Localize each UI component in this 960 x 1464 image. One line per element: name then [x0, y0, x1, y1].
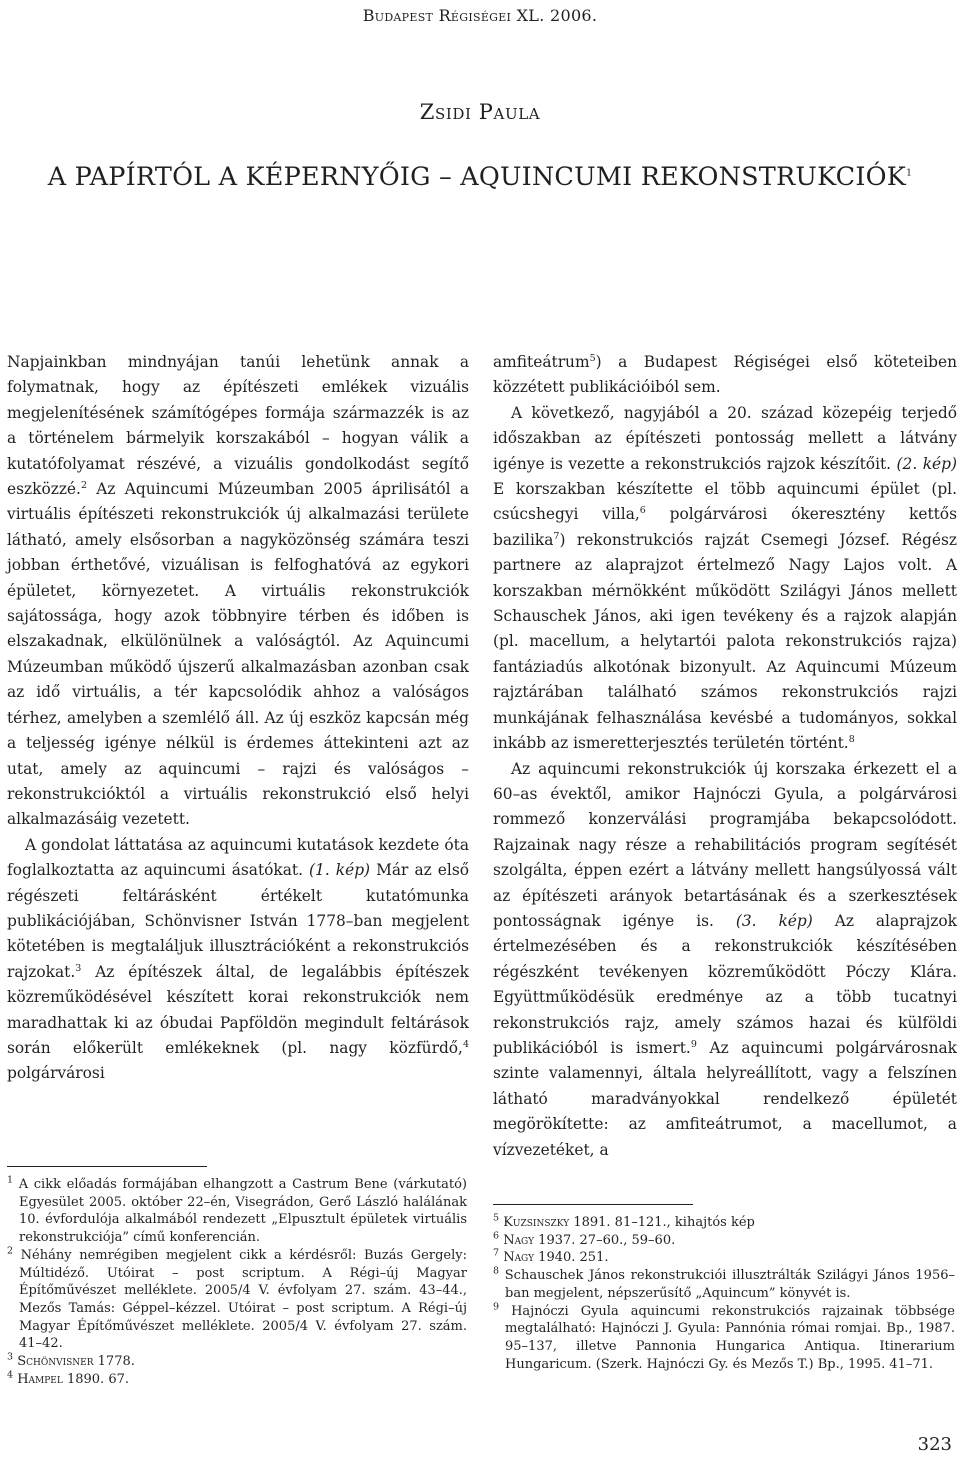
footnote [493, 1267, 955, 1302]
footnote-ref: 3 [75, 962, 82, 974]
footnote-text: 1940. 251. [534, 1250, 609, 1266]
footnote-text: Néhány nemrégiben megjelent cikk a kérdésről: Buzás Gergely: Múltidéző. Utóirat – post scriptum. A Régi–új Magyar Építőművészet melléklete. 2005/4 V. évfolyam 27. szám. 43–44., Mezős Tamás: Géppel–kézzel. Utóirat – post scriptum. A Régi–új Magyar Építőművészet melléklete. 2005/4 V. évfolyam 27. szám. 41–42. [19, 1247, 467, 1352]
footnote-text: A cikk előadás formájában elhangzott a Castrum Bene (várkutató) Egyesület 2005. október 22–én, Visegrádon, Gerő László halálának 10. évfordulója alkalmából rendezett „Elpusztult épületek virtuális rekonstrukciója” című konferencián. [18, 1177, 467, 1246]
footnote-ref: 9 [690, 1038, 697, 1050]
footnote [7, 1353, 467, 1371]
figure-ref: (3. kép) [735, 911, 813, 930]
footnote [7, 1176, 467, 1247]
text-run: Az alaprajzok értelmezésében és a rekonstrukciók készítésében régészként tevékenyen közreműködött Póczy Klára. Együttműködésük eredménye az a több tucatnyi rekonstrukciós rajz, amely számos hazai és külföldi publikációból is ismert. [493, 911, 957, 1057]
right-column [493, 350, 957, 1163]
text-run: Az Aquincumi Múzeumban 2005 áprilisától a virtuális építészeti rekonstrukciók új alkalmazási területe látható, amely elsősorban a nagyközönség számára teszi jobban érthetővé, vizuálisan is felfoghatóvá az egykori épületet, környezetet. A virtuális rekonstrukciók sajátossága, hogy azok többnyire térben és időben is elszakadnak, elkülönülnek a valóságtól. Az Aquincumi Múzeumban működő újszerű alkalmazásban azonban csak az idő virtuális, a tér kapcsolódik ahhoz a valóságos térhez, amelyben a szemlélő áll. Az új eszköz kapcsán még a teljesség igénye nélkül is érdemes áttekinteni azt az utat, amely az aquincumi – rajzi és valóságos – rekonstrukcióktól a virtuális rekonstrukció első helyi alkalmazásáig vezetett. [7, 480, 469, 829]
text-run: E korszakban készítette el több aquincumi épület (pl. csúcshegyi villa, [493, 480, 957, 524]
text-run: ) a Budapest Régiségei első köteteiben közzétett publikációiból sem. [493, 353, 957, 397]
cited-author: Nagy [503, 1250, 535, 1266]
footnote-ref: 4 [462, 1038, 469, 1050]
paragraph [493, 757, 957, 1164]
footnote-ref: 6 [639, 505, 646, 517]
footnotes-right [493, 1214, 955, 1373]
footnote-ref: 8 [848, 733, 855, 745]
cited-author: Hampel [17, 1371, 63, 1387]
footnote-text: 1891. 81–121., kihajtós kép [569, 1215, 755, 1230]
footnote-number: 9 [493, 1301, 500, 1313]
text-run: A gondolat láttatása az aquincumi kutatások kezdete óta foglalkoztatta az aquincumi ásatókat. [7, 835, 469, 880]
figure-ref: (2. kép) [896, 454, 957, 473]
text-run: ) rekonstrukciós rajzát Csemegi József. Régész partnere az alaprajzot értelmező Nagy Lajos volt. A korszakban mérnökként működött Szilágyi János mellett Schauschek János, aki igen tevékeny és a rajzok alapján (pl. macellum, a helytartói palota rekonstrukciós rajza) fantáziadús alkotónak bizonyult. Az Aquincumi Múzeum rajztárában található számos rekonstrukciós rajzi munkájának felhasználása kevésbé a tudományos, sokkal inkább az ismeretterjesztés területén történt. [493, 530, 957, 753]
article-title-text: A PAPÍRTÓL A KÉPERNYŐIG – AQUINCUMI REKONSTRUKCIÓK [47, 162, 906, 192]
footnote-text: 1778. [93, 1354, 135, 1370]
footnote [7, 1371, 467, 1389]
cited-author: Kuzsinszky [503, 1215, 570, 1230]
footnote-text: 1937. 27–60., 59–60. [534, 1232, 676, 1248]
footnote-text: Schauschek János rekonstrukciói illusztrálták Szilágyi János 1956–ban megjelent, népszerűsítő „Aquincum” könyvét is. [504, 1268, 955, 1301]
footnote-ref: 5 [589, 352, 596, 364]
text-run: Az aquincumi rekonstrukciók új korszaka érkezett el a 60–as évektől, amikor Hajnóczi Gyula, a polgárvárosi rommező konzerválási programjába bekapcsolódott. Rajzainak nagy része a rehabilitációs program segítését szolgálta, éppen ezért a látvány mellett hangsúlyossá vált az építészeti arányok betartásának és a szerkesztések pontosságnak igénye is. [493, 759, 957, 930]
footnote-number: 4 [7, 1369, 14, 1381]
article-title [0, 162, 960, 192]
footnote-number: 6 [493, 1230, 500, 1242]
paragraph [493, 350, 957, 401]
footnote-number: 7 [493, 1248, 500, 1260]
footnote-ref: 1 [906, 167, 913, 179]
text-run: Az aquincumi polgárvárosnak szinte valamennyi, általa helyreállított, vagy a felszínen látható maradványokkal rendelkező épületét megörökítette: az amfiteátrumot, a macellumot, a vízvezetéket, a [493, 1038, 957, 1159]
page-number: 323 [917, 1434, 952, 1455]
paragraph [7, 350, 469, 833]
text-run: A következő, nagyjából a 20. század közepéig terjedő időszakban az építészeti pontosság mellett a látvány igénye is vezette a rekonstrukciós rajzok készítőit. [493, 403, 957, 473]
footnote [493, 1249, 955, 1267]
cited-author: Schönvisner [17, 1354, 94, 1370]
footnote-number: 3 [7, 1351, 14, 1363]
footnote-divider [7, 1166, 207, 1167]
footnote-number: 8 [493, 1265, 500, 1277]
footnote-ref: 7 [553, 530, 560, 542]
paragraph [7, 833, 469, 1087]
text-run: Már az első régészeti feltárásként értékelt kutatómunka publikációjában, Schönvisner István 1778–ban megjelent kötetében is megtaláljuk illusztrációként a rekonstrukciós rajzokat. [7, 861, 469, 981]
footnote-divider [493, 1204, 693, 1205]
footnote-text: 1890. 67. [62, 1371, 129, 1387]
text-run: polgárvárosi ókeresztény kettős bazilika [493, 505, 957, 549]
paragraph [493, 401, 957, 757]
footnote-text: Hajnóczi Gyula aquincumi rekonstrukciós rajzainak többsége megtalálható: Hajnóczi J. Gyula: Pannónia római romjai. Bp., 1987. 95–137, illetve Pannonia Hungarica Antiqua. Itinerarium Hungaricum. (Szerk. Hajnóczi Gy. és Mezős T.) Bp., 1995. 41–71. [505, 1303, 956, 1372]
text-run: polgárvárosi [7, 1064, 105, 1083]
footnotes-left [7, 1176, 467, 1388]
footnote-number: 5 [493, 1212, 500, 1224]
left-column [7, 350, 469, 1087]
footnote-ref: 2 [80, 479, 87, 491]
footnote [493, 1303, 955, 1374]
figure-ref: (1. kép) [309, 861, 371, 880]
footnote [7, 1247, 467, 1353]
text-run: amfiteátrum [493, 353, 590, 371]
footnote [493, 1214, 955, 1232]
footnote-number: 1 [7, 1174, 14, 1186]
footnote [493, 1232, 955, 1250]
running-header: Budapest Régiségei XL. 2006. [362, 6, 598, 25]
cited-author: Nagy [503, 1232, 535, 1248]
footnote-number: 2 [7, 1245, 14, 1257]
text-run: Napjainkban mindnyájan tanúi lehetünk annak a folymatnak, hogy az építészeti emlékek vizuális megjelenítésének számítógépes formája származzék is az a történelem bármelyik korszakából – hogyan válik a kutatófolyamat részévé, a vizuális gondolkodást segítő eszközzé. [7, 353, 469, 499]
author-name: Zsidi Paula [419, 100, 541, 124]
text-run: Az építészek által, de legalábbis építészek közreműködésével készített korai rekonstrukciók nem maradhattak ki az óbudai Papföldön megindult feltárások során előkerült emlékeknek (pl. nagy közfürdő, [7, 962, 469, 1057]
